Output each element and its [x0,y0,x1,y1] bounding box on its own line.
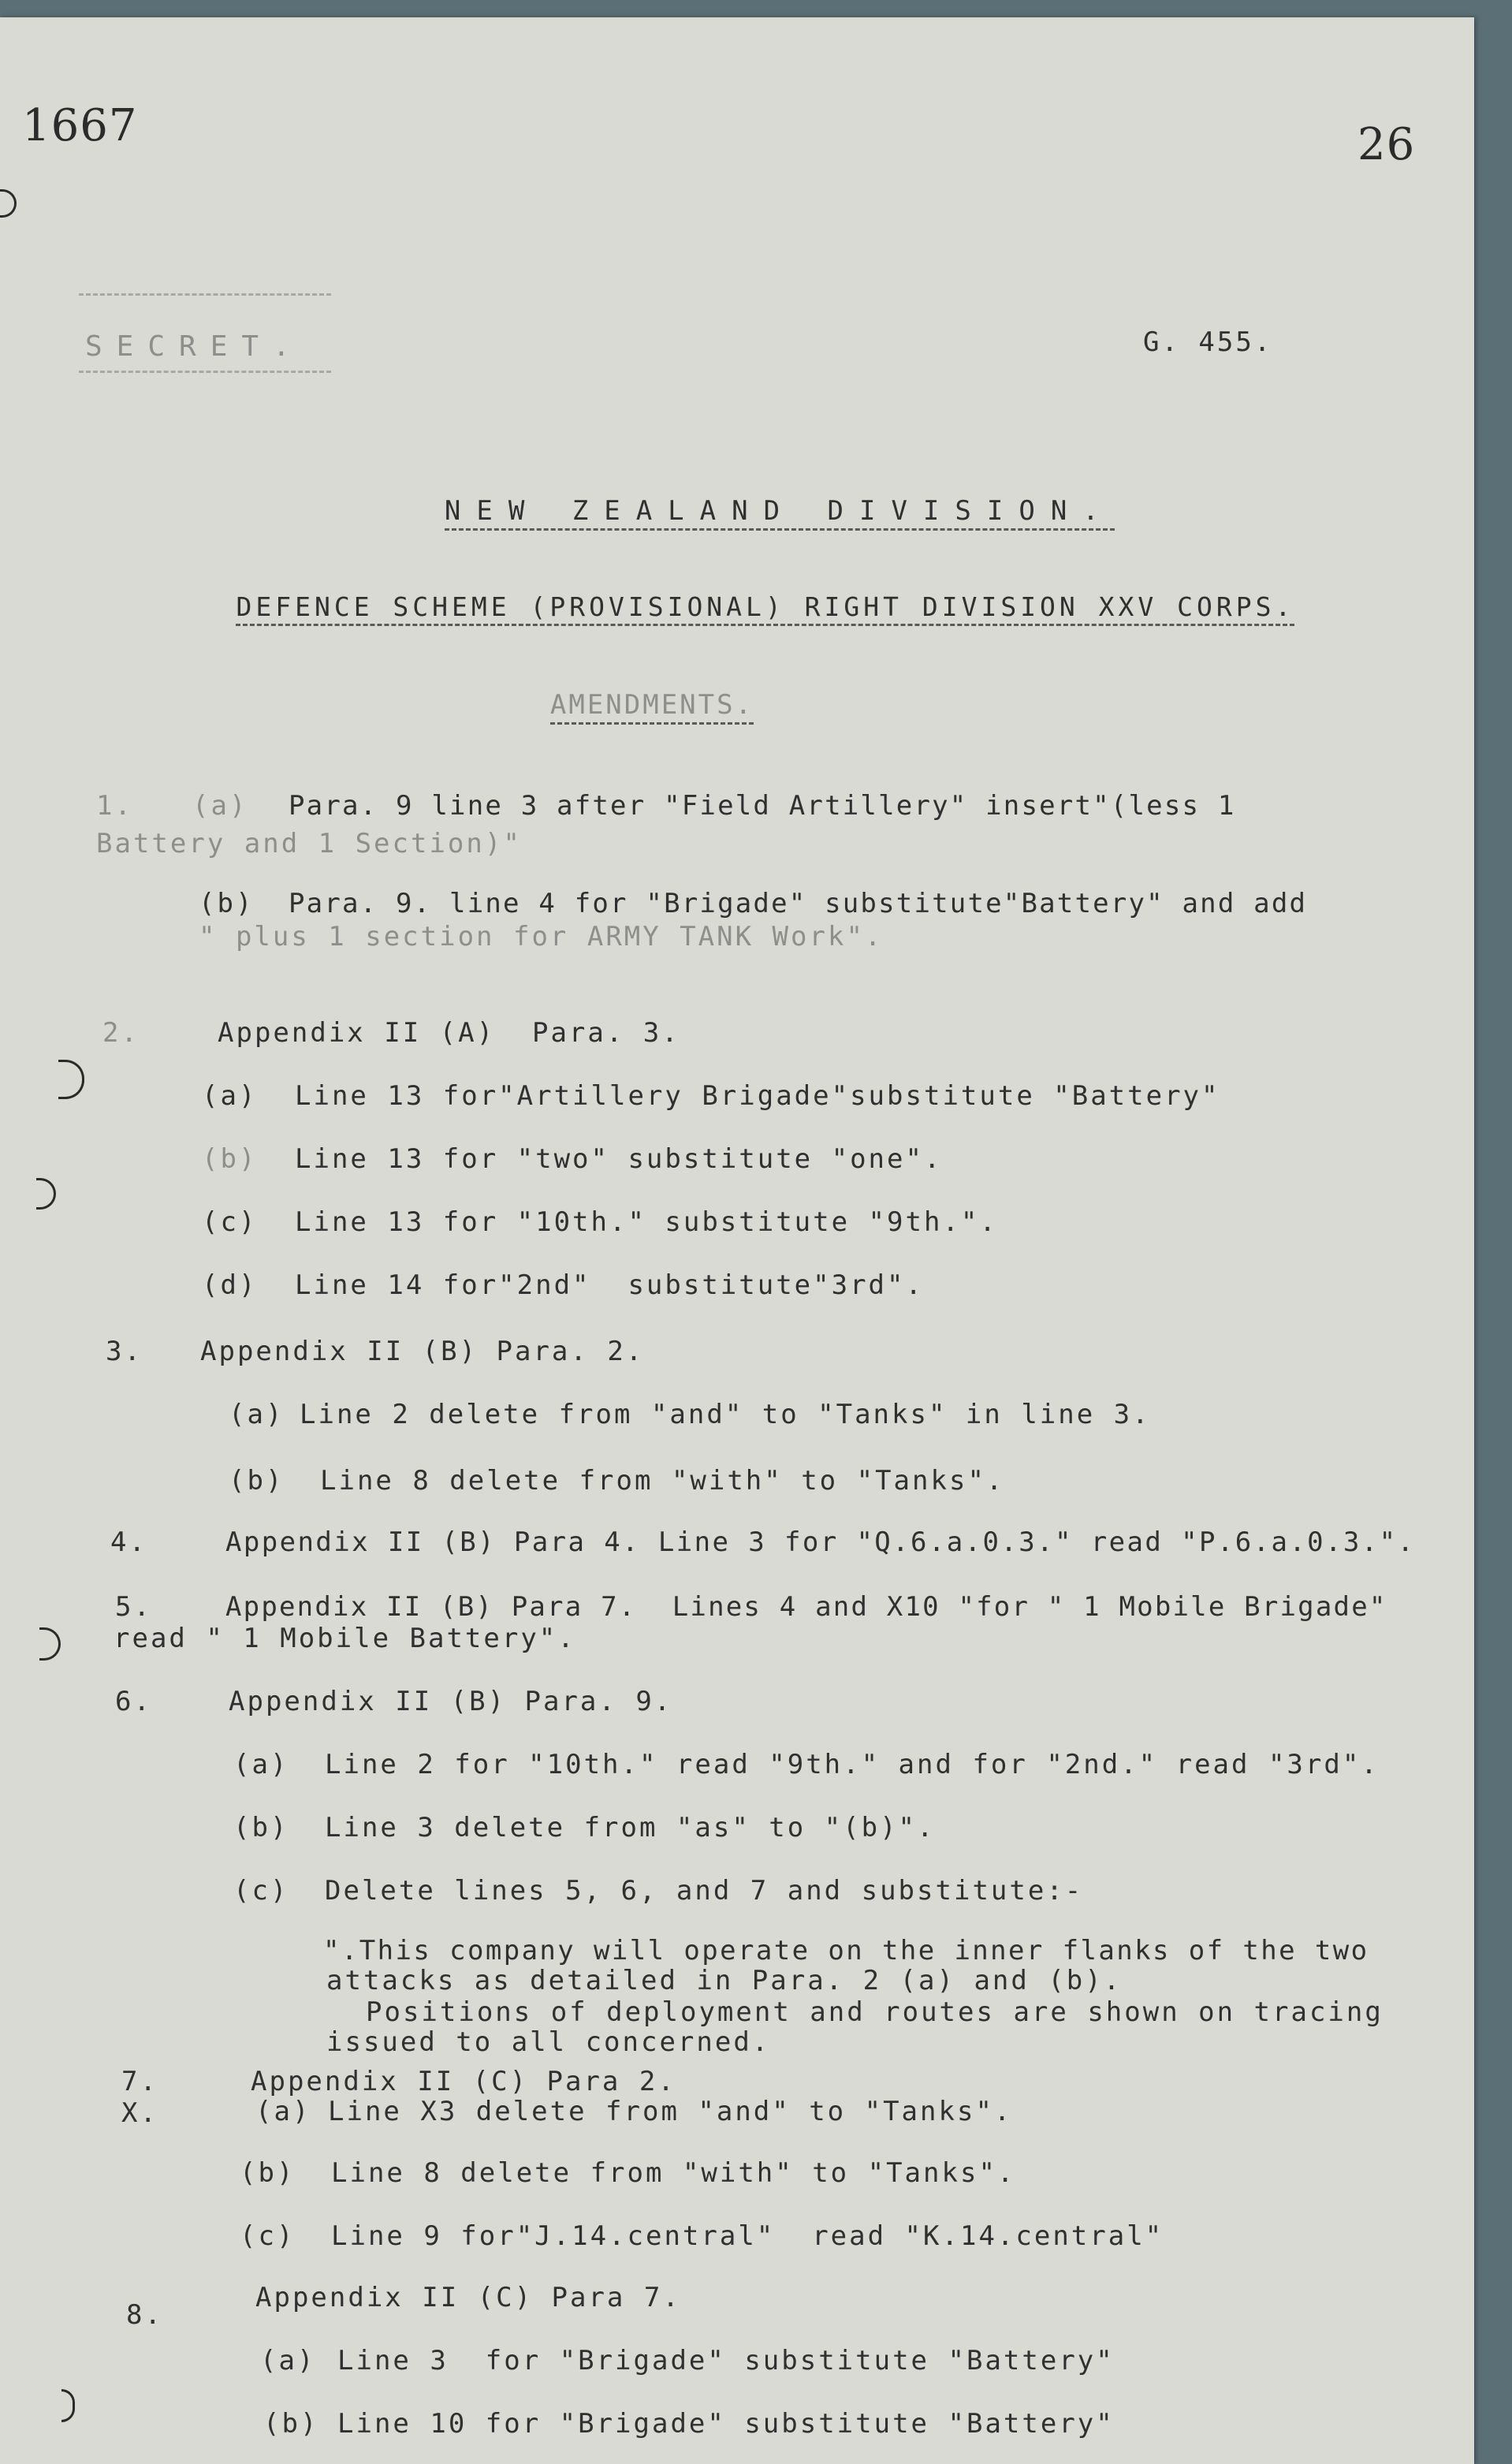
item-6-quote-line-3: Positions of deployment and routes are shown on tracing [366,1996,1384,2028]
item-3a-label: (a) [229,1399,285,1430]
reference-number: G. 455. [1143,326,1273,358]
amendments-heading-text: AMENDMENTS. [550,689,754,725]
item-6-quote-line-1: ".This company will operate on the inner flanks of the two [323,1935,1369,1966]
stamp-rule-top [79,293,331,296]
item-6c-text: Delete lines 5, 6, and 7 and substitute:- [325,1875,1084,1907]
document-title-text: NEW ZEALAND DIVISION. [445,495,1115,531]
item-7a-text: Line X3 delete from "and" to "Tanks". [328,2096,1013,2127]
file-number: 1667 [22,100,138,151]
binding-hole-3 [36,1178,56,1210]
item-2d-label: (d) [202,1269,258,1301]
item-5-line-2: read " 1 Mobile Battery". [114,1623,576,1654]
document-subtitle-text: DEFENCE SCHEME (PROVISIONAL) RIGHT DIVISION XXV CORPS. [236,591,1294,626]
stamp-rule-bottom [79,371,331,373]
item-7b-text: Line 8 delete from "with" to "Tanks". [331,2157,1016,2189]
item-4-text: Appendix II (B) Para 4. Line 3 for "Q.6.a.0.3." read "P.6.a.0.3.". [225,1526,1416,1558]
item-8b-label: (b) [263,2408,319,2440]
item-6b-text: Line 3 delete from "as" to "(b)". [325,1812,936,1843]
item-2c-text: Line 13 for "10th." substitute "9th.". [295,1206,998,1238]
document-page [0,17,1474,2464]
item-6a-text: Line 2 for "10th." read "9th." and for "2nd." read "3rd". [325,1749,1380,1780]
item-7b-label: (b) [240,2157,296,2189]
item-3b-label: (b) [229,1465,285,1497]
binding-hole-5 [61,2389,75,2422]
item-1a-line-2: Battery and 1 Section)" [96,828,522,859]
binding-hole-1 [0,189,17,218]
item-1-number: 1. [96,790,133,822]
item-7a-label: (a) [255,2096,311,2127]
page-number: 26 [1357,119,1416,170]
item-6c-label: (c) [233,1875,289,1907]
document-title [317,464,1115,558]
item-7-number: 7. [121,2066,158,2097]
item-2a-text: Line 13 for"Artillery Brigade"substitute "Battery" [295,1080,1220,1112]
item-3a-text: Line 2 delete from "and" to "Tanks" in line 3. [300,1399,1151,1430]
item-1b-label: (b) [199,888,255,919]
item-7-heading: Appendix II (C) Para 2. [251,2066,676,2097]
classification-stamp: SECRET. [85,330,304,363]
item-6a-label: (a) [233,1749,289,1780]
item-2c-label: (c) [202,1206,258,1238]
binding-hole-2 [58,1060,84,1099]
item-2b-text: Line 13 for "two" substitute "one". [295,1143,943,1175]
document-subtitle [158,560,1294,654]
item-1b-line-2: " plus 1 section for ARMY TANK Work". [199,921,884,952]
item-6b-label: (b) [233,1812,289,1843]
item-5-line-1: Appendix II (B) Para 7. Lines 4 and X10 "for " 1 Mobile Brigade" [225,1591,1387,1623]
item-2a-label: (a) [202,1080,258,1112]
item-8-heading: Appendix II (C) Para 7. [255,2282,681,2313]
item-3b-text: Line 8 delete from "with" to "Tanks". [320,1465,1005,1497]
item-8b-text: Line 10 for "Brigade" substitute "Battery" [337,2408,1115,2440]
item-6-heading: Appendix II (B) Para. 9. [229,1686,673,1717]
item-7c-label: (c) [240,2220,296,2252]
binding-hole-4 [39,1627,61,1661]
item-5-number: 5. [115,1591,152,1623]
item-7c-text: Line 9 for"J.14.central" read "K.14.central" [331,2220,1164,2252]
item-1a-label: (a) [192,790,248,822]
item-8a-label: (a) [260,2345,316,2376]
amendments-heading [476,658,754,752]
item-2-number: 2. [102,1017,140,1049]
item-1a-line-1: Para. 9 line 3 after "Field Artillery" insert"(less 1 [289,790,1236,822]
item-6-quote-line-2: attacks as detailed in Para. 2 (a) and (b). [326,1965,1123,1996]
item-1b-line-1: Para. 9. line 4 for "Brigade" substitute"Battery" and add [289,888,1308,919]
item-3-number: 3. [106,1336,143,1367]
item-7-number-crossed: X. [121,2097,158,2129]
item-8-number: 8. [126,2299,163,2331]
item-2b-label: (b) [202,1143,258,1175]
item-6-quote-line-4: issued to all concerned. [326,2026,771,2058]
item-8a-text: Line 3 for "Brigade" substitute "Battery" [337,2345,1115,2376]
item-2d-text: Line 14 for"2nd" substitute"3rd". [295,1269,924,1301]
item-2-heading: Appendix II (A) Para. 3. [218,1017,680,1049]
item-4-number: 4. [110,1526,147,1558]
item-6-number: 6. [115,1686,152,1717]
item-3-heading: Appendix II (B) Para. 2. [200,1336,645,1367]
